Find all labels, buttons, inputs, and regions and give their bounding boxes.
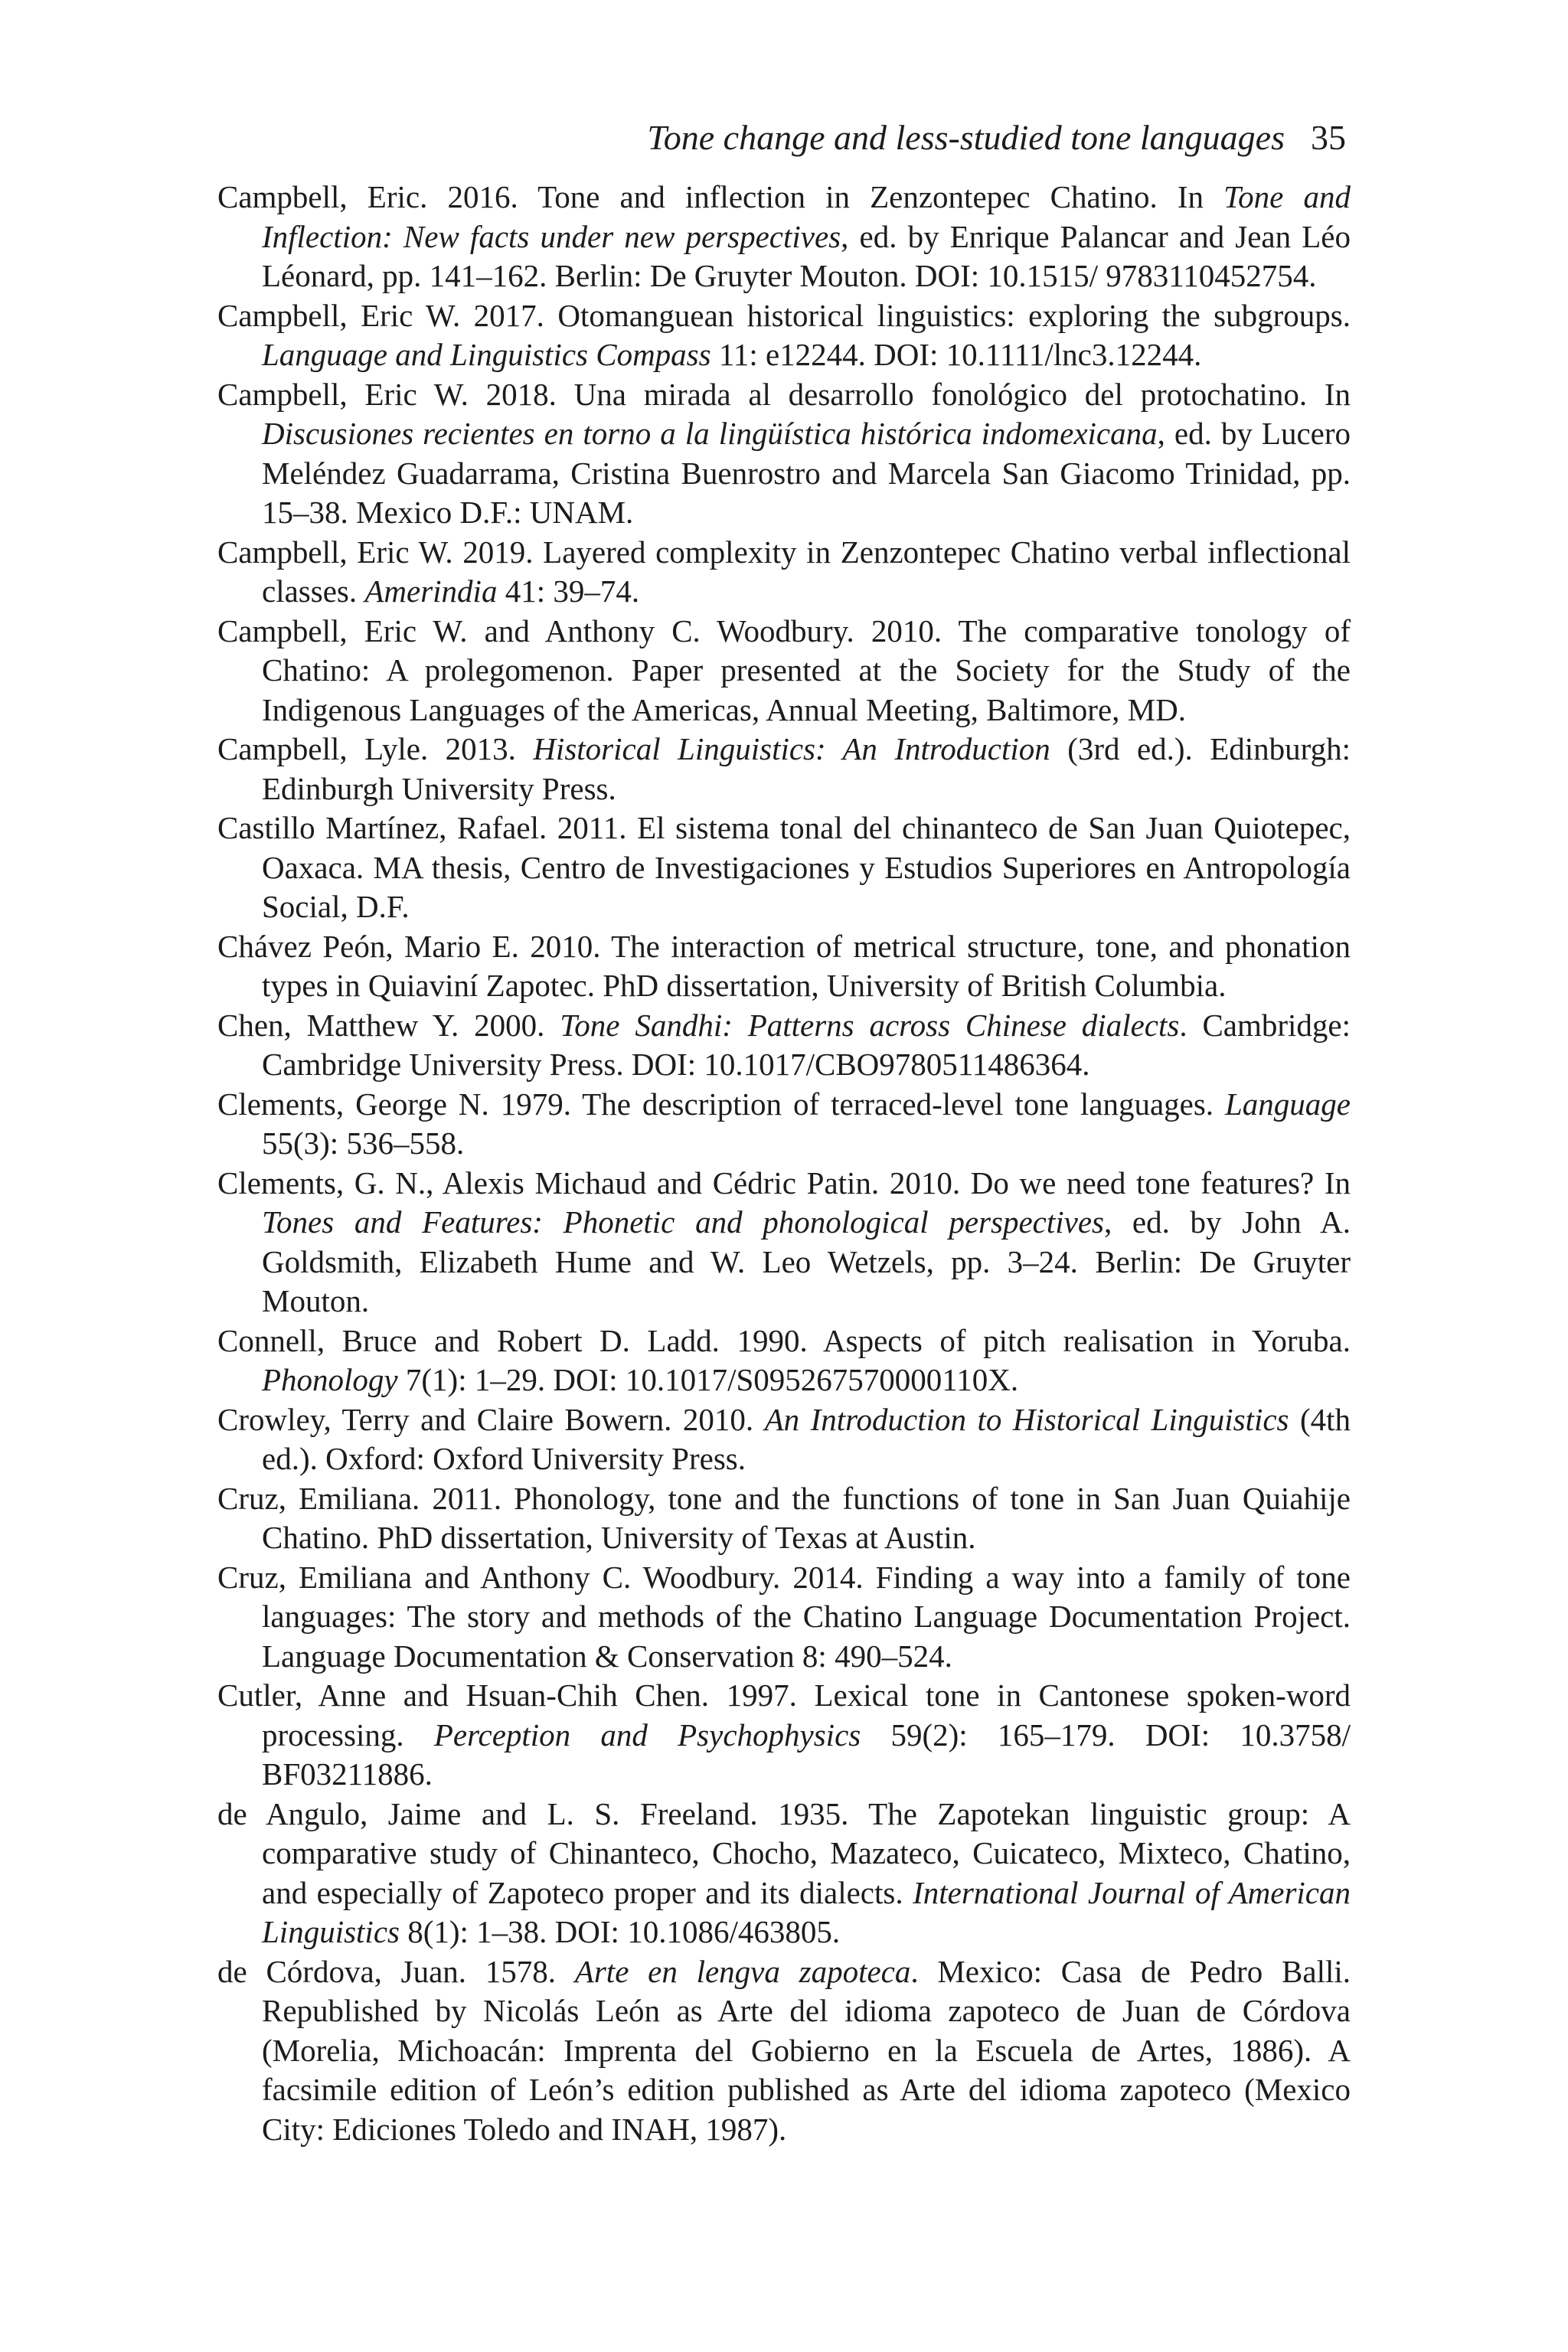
reference-text: Connell, Bruce and Robert D. Ladd. 1990. Aspects of pitch realisation in Yoruba. [217,1322,1351,1358]
reference-entry [217,808,1351,927]
reference-entry [217,1795,1351,1952]
reference-text: Clements, George N. 1979. The description of terraced-level tone languages. [217,1086,1225,1122]
reference-entry [217,1085,1351,1164]
reference-text: Campbell, Eric W. and Anthony C. Woodbury. 2010. The comparative tonology of Chatino: A prolegomenon. Paper presented at the Society for the Study of the Indigenous Languages of the Americas, Annual Meeting, Baltimore, MD. [217,612,1351,727]
reference-entry [217,1676,1351,1795]
reference-text: , ed. by John A. Goldsmith, Elizabeth Hume and W. Leo Wetzels, pp. 3–24. Berlin: De Gruyter Mouton. [262,1204,1351,1318]
reference-text: 59(2): 165–179. DOI: 10.3758/ BF03211886. [262,1717,1351,1792]
reference-title-italic: Phonology [262,1362,398,1397]
reference-entry [217,927,1351,1006]
reference-entry [217,375,1351,533]
reference-text: Castillo Martínez, Rafael. 2011. El sistema tonal del chinanteco de San Juan Quiotepec, Oaxaca. MA thesis, Centro de Investigaciones y Estudios Superiores en Antropología Social, D.F. [217,810,1351,924]
reference-text: 8(1): 1–38. DOI: 10.1086/463805. [399,1914,841,1949]
reference-text: Cruz, Emiliana and Anthony C. Woodbury. 2014. Finding a way into a family of tone languages: The story and methods of the Chatino Language Documentation Project. Language Documentation & Conservation 8: 490–524. [217,1559,1351,1674]
reference-title-italic: Tones and Features: Phonetic and phonological perspectives [262,1204,1104,1240]
reference-text: (4th ed.). Oxford: Oxford University Press. [262,1401,1351,1476]
reference-text: Cutler, Anne and Hsuan-Chih Chen. 1997. Lexical tone in Cantonese spoken-word processing. [217,1677,1351,1753]
reference-text: Campbell, Lyle. 2013. [217,731,534,766]
reference-text: , ed. by Lucero Meléndez Guadarrama, Cristina Buenrostro and Marcela San Giacomo Trinidad, pp. 15–38. Mexico D.F.: UNAM. [262,416,1351,530]
reference-title-italic: Amerindia [364,573,498,609]
reference-text: Cruz, Emiliana. 2011. Phonology, tone and the functions of tone in San Juan Quiahije Chatino. PhD dissertation, University of Texas at Austin. [217,1480,1351,1555]
reference-entry [217,1006,1351,1085]
reference-text: 7(1): 1–29. DOI: 10.1017/S095267570000110X. [397,1362,1019,1397]
reference-text: Campbell, Eric W. 2018. Una mirada al desarrollo fonológico del protochatino. In [217,376,1351,412]
reference-title-italic: Perception and Psychophysics [433,1717,861,1753]
reference-title-italic: Language and Linguistics Compass [262,337,711,372]
reference-entry [217,1321,1351,1400]
reference-title-italic: Language [1225,1086,1351,1122]
reference-entry [217,178,1351,296]
reference-entry [217,1558,1351,1677]
reference-text: Crowley, Terry and Claire Bowern. 2010. [217,1401,765,1437]
reference-text: Campbell, Eric. 2016. Tone and inflection in Zenzontepec Chatino. In [217,179,1224,214]
reference-text: Chen, Matthew Y. 2000. [217,1007,560,1043]
reference-text: Clements, G. N., Alexis Michaud and Cédric Patin. 2010. Do we need tone features? In [217,1165,1351,1200]
reference-title-italic: Arte en lengva zapoteca [574,1953,911,1989]
reference-title-italic: Discusiones recientes en torno a la lingüística histórica indomexicana [262,416,1158,451]
reference-entry [217,1952,1351,2150]
reference-text: Campbell, Eric W. 2019. Layered complexity in Zenzontepec Chatino verbal inflectional classes. [217,534,1351,609]
reference-entry [217,533,1351,612]
reference-entry [217,1164,1351,1321]
running-head [647,115,1346,161]
reference-text: Chávez Peón, Mario E. 2010. The interaction of metrical structure, tone, and phonation types in Quiaviní Zapotec. PhD dissertation, University of British Columbia. [217,928,1351,1003]
reference-text: (3rd ed.). Edinburgh: Edinburgh University Press. [262,731,1351,806]
reference-text: . Cambridge: Cambridge University Press. DOI: 10.1017/CBO9780511486364. [262,1007,1351,1082]
reference-text: 41: 39–74. [497,573,640,609]
reference-text: 11: e12244. DOI: 10.1111/lnc3.12244. [710,337,1202,372]
reference-title-italic: Tone Sandhi: Patterns across Chinese dialects [560,1007,1180,1043]
reference-text: 55(3): 536–558. [262,1125,465,1161]
reference-list [217,178,1351,2149]
reference-text: . Mexico: Casa de Pedro Balli. Republished by Nicolás León as Arte del idioma zapoteco de Juan de Córdova (Morelia, Michoacán: Imprenta del Gobierno en la Escuela de Artes, 1886). A facsimile edition of León’s edition published as Arte del idioma zapoteco (Mexico City: Ediciones Toledo and INAH, 1987). [262,1953,1351,2147]
reference-title-italic: An Introduction to Historical Linguistics [764,1401,1289,1437]
reference-entry [217,1400,1351,1479]
reference-entry [217,730,1351,808]
running-head-title: Tone change and less-studied tone languages [647,118,1285,157]
reference-text: de Angulo, Jaime and L. S. Freeland. 1935. The Zapotekan linguistic group: A comparative study of Chinanteco, Chocho, Mazateco, Cuicateco, Mixteco, Chatino, and especially of Zapoteco proper and its dialects. [217,1795,1351,1910]
reference-entry [217,296,1351,375]
reference-title-italic: International Journal of American Linguistics [262,1874,1351,1949]
reference-text: Campbell, Eric W. 2017. Otomanguean historical linguistics: exploring the subgroups. [217,297,1351,333]
reference-text: , ed. by Enrique Palancar and Jean Léo Léonard, pp. 141–162. Berlin: De Gruyter Mouton. DOI: 10.1515/ 9783110452754. [262,218,1351,293]
reference-title-italic: Historical Linguistics: An Introduction [533,731,1050,766]
page-number: 35 [1311,118,1346,157]
reference-entry [217,1479,1351,1558]
reference-title-italic: Tone and Inflection: New facts under new perspectives [262,179,1351,254]
reference-entry [217,612,1351,730]
reference-text: de Córdova, Juan. 1578. [217,1953,575,1989]
